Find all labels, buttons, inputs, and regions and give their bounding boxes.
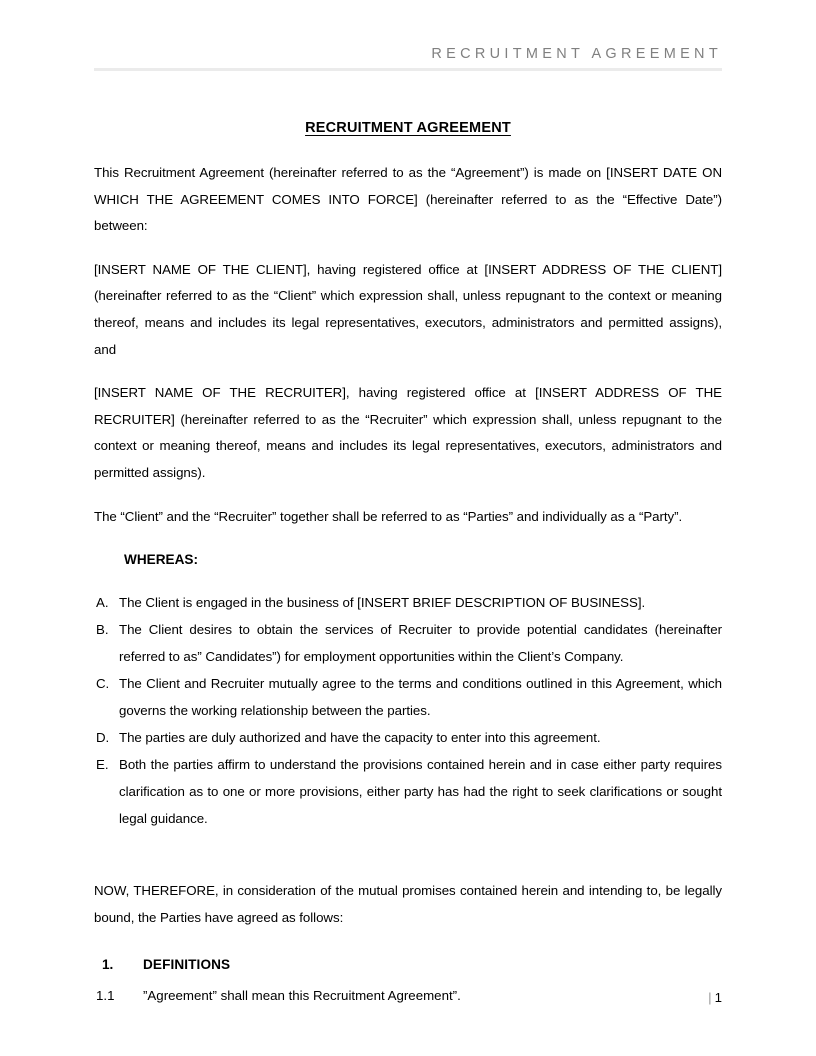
recitals-list bbox=[94, 589, 722, 832]
list-item-text: Both the parties affirm to understand the provisions contained herein and in case either party requires clarification as to one or more provisions, either party has had the right to seek clarifications or sought legal guidance. bbox=[119, 757, 722, 827]
list-item-text: The Client is engaged in the business of [INSERT BRIEF DESCRIPTION OF BUSINESS]. bbox=[119, 595, 646, 611]
block-spacer bbox=[94, 832, 722, 878]
whereas-heading: WHEREAS: bbox=[124, 552, 199, 568]
section-number: 1. bbox=[102, 957, 114, 973]
section-title: DEFINITIONS bbox=[143, 957, 231, 973]
list-item-marker: C. bbox=[96, 676, 110, 692]
page-footer bbox=[94, 988, 722, 1008]
document-body bbox=[94, 118, 722, 1007]
list-item bbox=[94, 616, 722, 670]
clause-number: 1.1 bbox=[96, 988, 115, 1004]
footer-separator: | bbox=[708, 990, 712, 1005]
clause-text: ”Agreement” shall mean this Recruitment Agreement”. bbox=[143, 988, 461, 1004]
running-header-title: RECRUITMENT AGREEMENT bbox=[431, 46, 722, 62]
client-paragraph: [INSERT NAME OF THE CLIENT], having registered office at [INSERT ADDRESS OF THE CLIENT] (hereinafter referred to as the “Client” which expression shall, unless repugnant to the context or meaning thereof, means and includes its legal representatives, executors, administrators and permitted assigns), and bbox=[94, 261, 722, 357]
list-item-marker: B. bbox=[96, 622, 109, 638]
list-item-marker: E. bbox=[96, 757, 109, 773]
list-item-text: The Client desires to obtain the services of Recruiter to provide potential candidates (hereinafter referred to as” Candidates”) for employment opportunities within the Client’s Company. bbox=[119, 622, 722, 665]
list-item bbox=[94, 589, 722, 616]
list-item-marker: D. bbox=[96, 730, 110, 746]
list-item-text: The parties are duly authorized and have the capacity to enter into this agreement. bbox=[119, 730, 601, 746]
list-item bbox=[94, 670, 722, 724]
section-heading-definitions bbox=[94, 955, 722, 975]
now-therefore-paragraph: NOW, THEREFORE, in consideration of the mutual promises contained herein and intending to, be legally bound, the Parties have agreed as follows: bbox=[94, 883, 722, 925]
recruiter-paragraph: [INSERT NAME OF THE RECRUITER], having registered office at [INSERT ADDRESS OF THE RECRUITER] (hereinafter referred to as the “Recruiter” which expression shall, unless repugnant to the context or meaning thereof, means and includes its legal representatives, executors, administrators and permitted assigns). bbox=[94, 385, 722, 480]
list-item-text: The Client and Recruiter mutually agree to the terms and conditions outlined in this Agreement, which governs the working relationship between the parties. bbox=[119, 676, 722, 719]
list-item-marker: A. bbox=[96, 595, 109, 611]
list-item bbox=[94, 751, 722, 832]
list-item bbox=[94, 724, 722, 751]
running-header bbox=[94, 44, 722, 71]
footer-page-number: 1 bbox=[714, 990, 722, 1005]
page-title: RECRUITMENT AGREEMENT bbox=[305, 120, 511, 136]
header-divider bbox=[94, 68, 722, 71]
intro-paragraph: This Recruitment Agreement (hereinafter referred to as the “Agreement”) is made on [INSERT DATE ON WHICH THE AGREEMENT COMES INTO FORCE] (hereinafter referred to as the “Effective Date”) between: bbox=[94, 165, 722, 234]
parties-paragraph: The “Client” and the “Recruiter” together shall be referred to as “Parties” and individually as a “Party”. bbox=[94, 508, 683, 524]
